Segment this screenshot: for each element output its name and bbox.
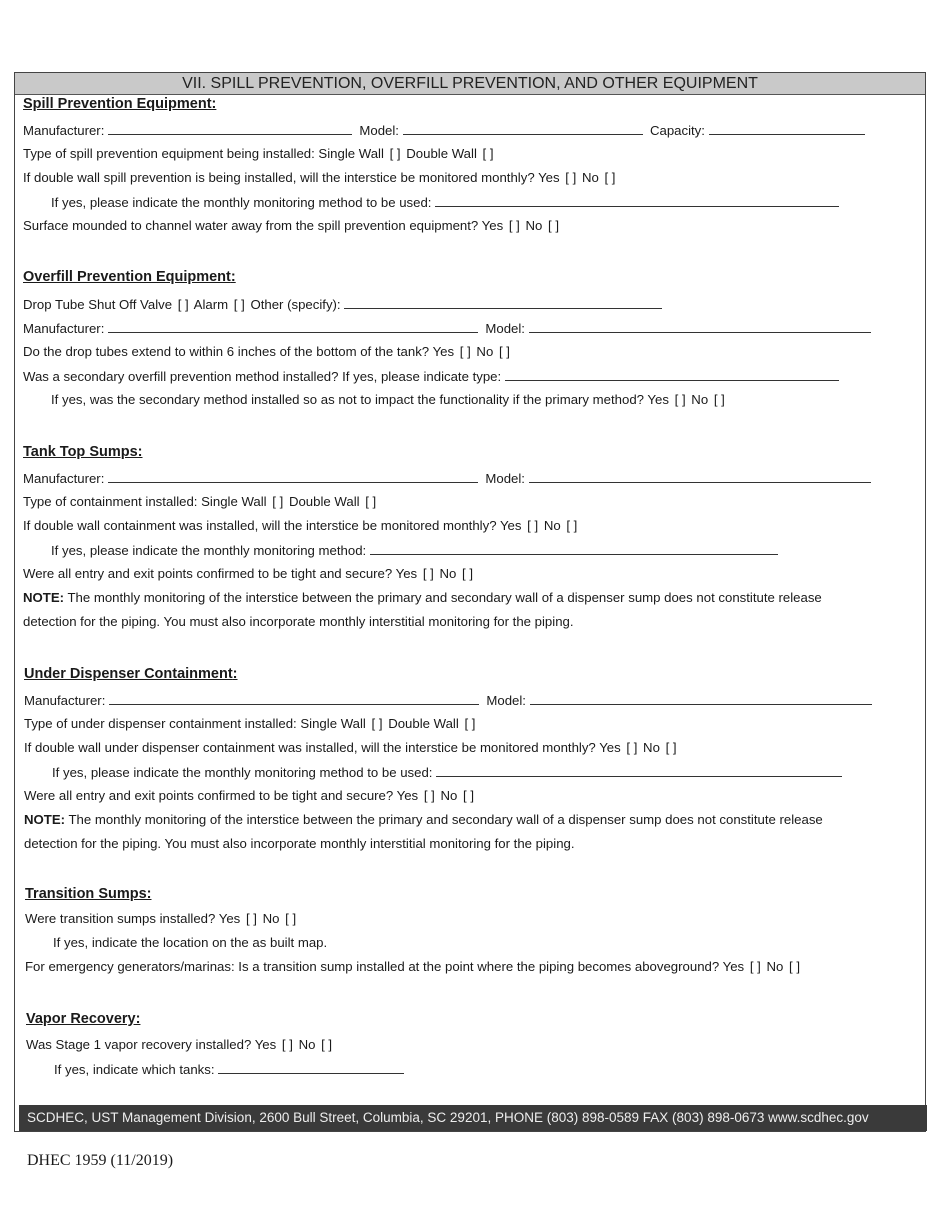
emergency-generator-row: For emergency generators/marinas: Is a transition sump installed at the point where the piping becomes aboveground? Yes [ ] No [ ]: [25, 959, 801, 974]
tank-top-note-line1: NOTE: The monthly monitoring of the interstice between the primary and secondary wall of a dispenser sump does not constitute release: [23, 590, 822, 605]
tank-top-sumps-title: Tank Top Sumps:: [23, 444, 143, 460]
vapor-yes-checkbox[interactable]: [ ]: [281, 1037, 293, 1052]
spill-interstice-row: If double wall spill prevention is being installed, will the interstice be monitored monthly? Yes [ ] No [ ]: [23, 170, 616, 185]
vapor-no-checkbox[interactable]: [ ]: [321, 1037, 333, 1052]
alarm-checkbox[interactable]: [ ]: [233, 297, 245, 312]
spill-capacity-field[interactable]: [709, 122, 865, 135]
under-dispenser-manufacturer-row: Manufacturer: Model:: [24, 692, 872, 709]
tank-top-note-line2: detection for the piping. You must also incorporate monthly interstitial monitoring for the piping.: [23, 614, 574, 629]
spill-surface-no-checkbox[interactable]: [ ]: [548, 218, 560, 233]
extend-no-checkbox[interactable]: [ ]: [498, 344, 510, 359]
spill-manufacturer-field[interactable]: [108, 122, 352, 135]
tank-top-double-wall-checkbox[interactable]: [ ]: [365, 494, 377, 509]
overfill-type-row: Drop Tube Shut Off Valve [ ] Alarm [ ] Other (specify):: [23, 296, 662, 313]
under-dispenser-type-row: Type of under dispenser containment installed: Single Wall [ ] Double Wall [ ]: [24, 716, 476, 731]
transition-no-checkbox[interactable]: [ ]: [285, 911, 297, 926]
overfill-prevention-title: Overfill Prevention Equipment:: [23, 269, 236, 285]
spill-interstice-no-checkbox[interactable]: [ ]: [604, 170, 616, 185]
under-dispenser-model-field[interactable]: [530, 692, 872, 705]
under-dispenser-interstice-no-checkbox[interactable]: [ ]: [665, 740, 677, 755]
tank-top-interstice-row: If double wall containment was installed, will the interstice be monitored monthly? Yes [ ] No [ ]: [23, 518, 578, 533]
spill-model-field[interactable]: [403, 122, 643, 135]
section-header: VII. SPILL PREVENTION, OVERFILL PREVENTION, AND OTHER EQUIPMENT: [15, 73, 925, 95]
secondary-overfill-field[interactable]: [505, 368, 839, 381]
tank-top-interstice-yes-checkbox[interactable]: [ ]: [527, 518, 539, 533]
form-section: [14, 72, 926, 1132]
secondary-overfill-row: Was a secondary overfill prevention method installed? If yes, please indicate type:: [23, 368, 839, 385]
overfill-model-field[interactable]: [529, 320, 871, 333]
footer-bar: SCDHEC, UST Management Division, 2600 Bull Street, Columbia, SC 29201, PHONE (803) 898-0589 FAX (803) 898-0673 www.scdhec.gov: [19, 1105, 927, 1131]
under-dispenser-method-row: If yes, please indicate the monthly monitoring method to be used:: [52, 764, 842, 781]
transition-sumps-title: Transition Sumps:: [25, 886, 152, 902]
under-dispenser-double-wall-checkbox[interactable]: [ ]: [464, 716, 476, 731]
overfill-manufacturer-row: Manufacturer: Model:: [23, 320, 871, 337]
emergency-no-checkbox[interactable]: [ ]: [789, 959, 801, 974]
spill-type-row: Type of spill prevention equipment being installed: Single Wall [ ] Double Wall [ ]: [23, 146, 494, 161]
tank-top-manufacturer-field[interactable]: [108, 470, 478, 483]
spill-prevention-title: Spill Prevention Equipment:: [23, 96, 217, 112]
impact-no-checkbox[interactable]: [ ]: [713, 392, 725, 407]
under-dispenser-single-wall-checkbox[interactable]: [ ]: [371, 716, 383, 731]
under-dispenser-method-field[interactable]: [436, 764, 842, 777]
under-dispenser-interstice-row: If double wall under dispenser containment was installed, will the interstice be monitored monthly? Yes [ ] No [ ]: [24, 740, 677, 755]
spill-surface-yes-checkbox[interactable]: [ ]: [508, 218, 520, 233]
vapor-stage-row: Was Stage 1 vapor recovery installed? Yes [ ] No [ ]: [26, 1037, 333, 1052]
spill-manufacturer-row: Manufacturer: Model: Capacity:: [23, 122, 865, 139]
under-dispenser-interstice-yes-checkbox[interactable]: [ ]: [626, 740, 638, 755]
under-dispenser-manufacturer-field[interactable]: [109, 692, 479, 705]
under-dispenser-note-line2: detection for the piping. You must also incorporate monthly interstitial monitoring for the piping.: [24, 836, 575, 851]
vapor-tanks-row: If yes, indicate which tanks:: [54, 1061, 404, 1078]
tank-top-entry-no-checkbox[interactable]: [ ]: [462, 566, 474, 581]
under-dispenser-entry-yes-checkbox[interactable]: [ ]: [423, 788, 435, 803]
impact-yes-checkbox[interactable]: [ ]: [674, 392, 686, 407]
spill-method-row: If yes, please indicate the monthly monitoring method to be used:: [51, 194, 839, 211]
overfill-other-field[interactable]: [344, 296, 662, 309]
under-dispenser-entry-row: Were all entry and exit points confirmed to be tight and secure? Yes [ ] No [ ]: [24, 788, 475, 803]
spill-interstice-yes-checkbox[interactable]: [ ]: [565, 170, 577, 185]
form-number: DHEC 1959 (11/2019): [27, 1152, 174, 1169]
spill-single-wall-checkbox[interactable]: [ ]: [389, 146, 401, 161]
tank-top-entry-yes-checkbox[interactable]: [ ]: [422, 566, 434, 581]
emergency-yes-checkbox[interactable]: [ ]: [749, 959, 761, 974]
tank-top-model-field[interactable]: [529, 470, 871, 483]
tank-top-method-row: If yes, please indicate the monthly monitoring method:: [51, 542, 778, 559]
spill-method-field[interactable]: [435, 194, 839, 207]
under-dispenser-note-line1: NOTE: The monthly monitoring of the interstice between the primary and secondary wall of a dispenser sump does not constitute release: [24, 812, 823, 827]
transition-yes-checkbox[interactable]: [ ]: [245, 911, 257, 926]
extend-yes-checkbox[interactable]: [ ]: [459, 344, 471, 359]
overfill-manufacturer-field[interactable]: [108, 320, 478, 333]
tank-top-manufacturer-row: Manufacturer: Model:: [23, 470, 871, 487]
drop-tube-checkbox[interactable]: [ ]: [177, 297, 189, 312]
vapor-tanks-field[interactable]: [218, 1061, 404, 1074]
secondary-impact-row: If yes, was the secondary method installed so as not to impact the functionality if the primary method? Yes [ ] No [ ]: [51, 392, 725, 407]
transition-location-row: If yes, indicate the location on the as built map.: [53, 935, 328, 950]
drop-tube-extend-row: Do the drop tubes extend to within 6 inches of the bottom of the tank? Yes [ ] No [ ]: [23, 344, 510, 359]
transition-installed-row: Were transition sumps installed? Yes [ ] No [ ]: [25, 911, 297, 926]
tank-top-interstice-no-checkbox[interactable]: [ ]: [566, 518, 578, 533]
tank-top-single-wall-checkbox[interactable]: [ ]: [272, 494, 284, 509]
spill-double-wall-checkbox[interactable]: [ ]: [482, 146, 494, 161]
tank-top-method-field[interactable]: [370, 542, 778, 555]
under-dispenser-entry-no-checkbox[interactable]: [ ]: [463, 788, 475, 803]
tank-top-type-row: Type of containment installed: Single Wall [ ] Double Wall [ ]: [23, 494, 377, 509]
under-dispenser-title: Under Dispenser Containment:: [24, 666, 238, 682]
vapor-recovery-title: Vapor Recovery:: [26, 1011, 141, 1027]
tank-top-entry-row: Were all entry and exit points confirmed to be tight and secure? Yes [ ] No [ ]: [23, 566, 474, 581]
spill-surface-row: Surface mounded to channel water away from the spill prevention equipment? Yes [ ] No [ ]: [23, 218, 560, 233]
